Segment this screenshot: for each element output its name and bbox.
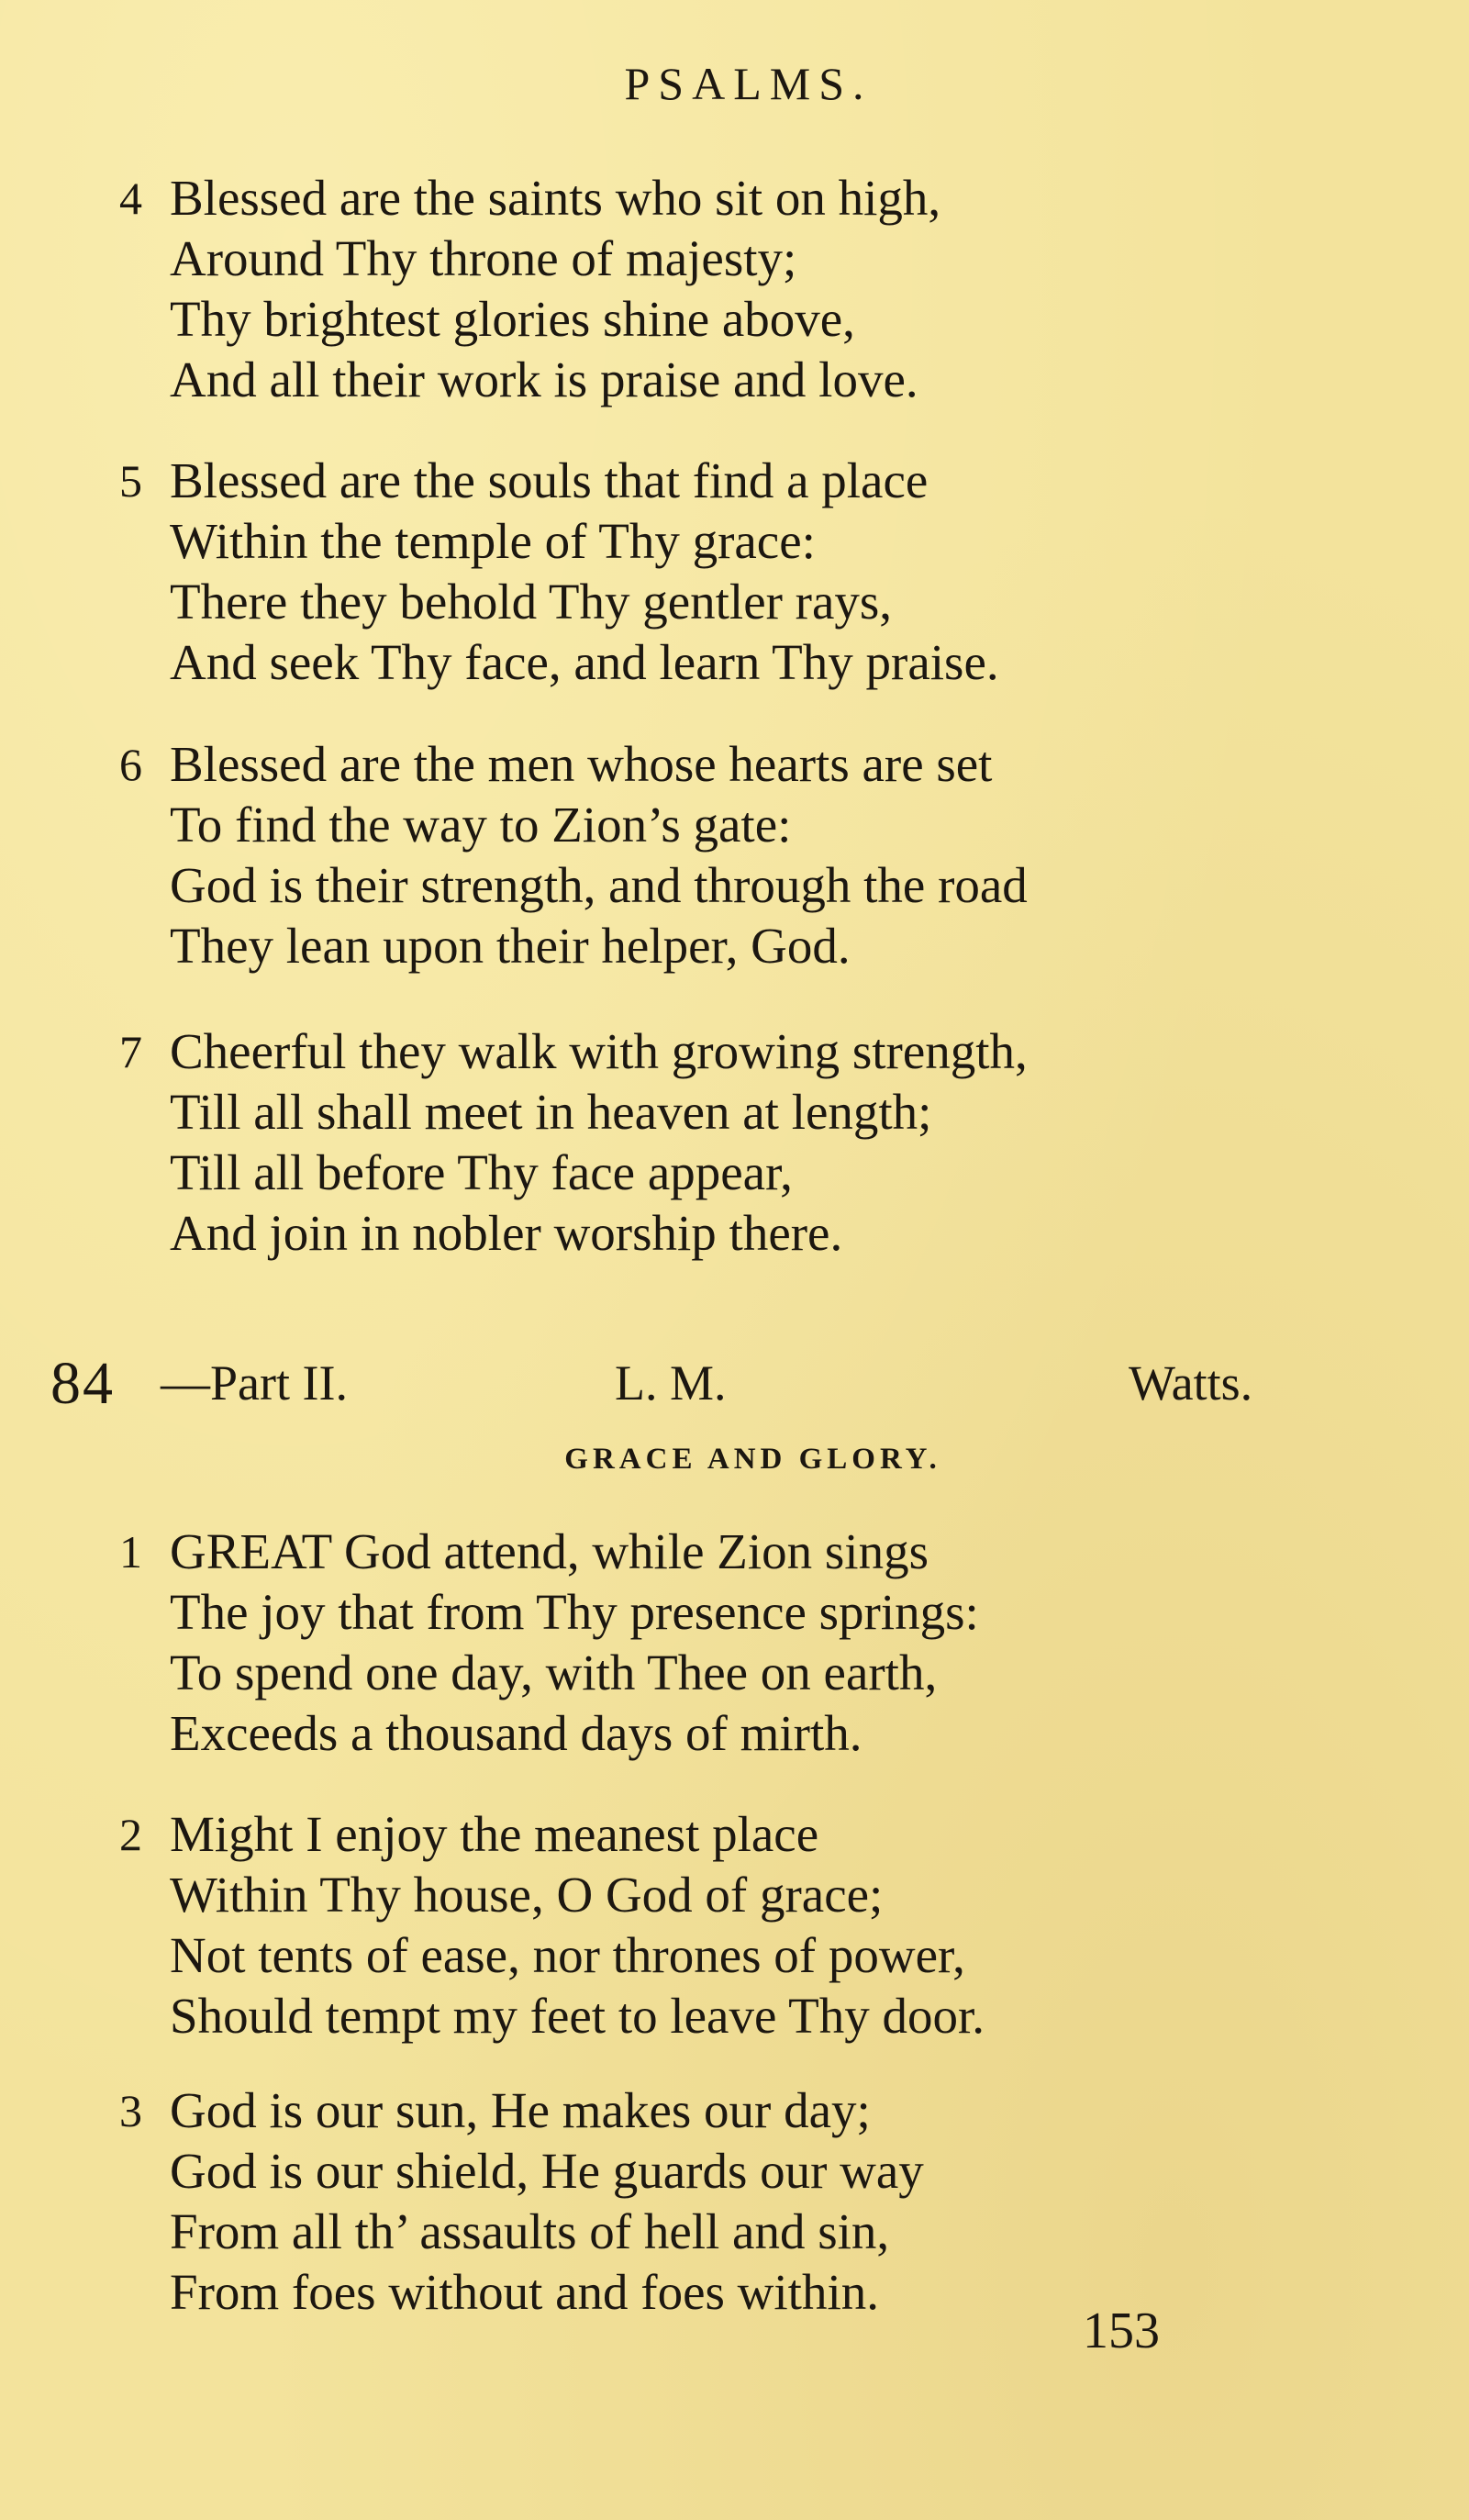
stanza-line: God is their strength, and through the road (170, 857, 1028, 913)
stanza-line: Not tents of ease, nor thrones of power, (170, 1927, 965, 1983)
stanza-number: 3 (119, 2085, 142, 2136)
stanza-line: Should tempt my feet to leave Thy door. (170, 1988, 985, 2044)
stanza-line: 2 Might I enjoy the meanest place (119, 1804, 1330, 1865)
stanza-line: Thy brightest glories shine above, (170, 291, 855, 347)
stanza-5 (119, 451, 1330, 693)
stanza-line: And seek Thy face, and learn Thy praise. (170, 634, 999, 690)
stanza-line: Within Thy house, O God of grace; (170, 1867, 884, 1923)
stanza-line: 4 Blessed are the saints who sit on high, (119, 168, 1330, 229)
hymn-author: Watts. (1129, 1355, 1253, 1411)
stanza-line: And all their work is praise and love. (170, 351, 918, 407)
stanza-6 (119, 734, 1330, 976)
stanza-line: To spend one day, with Thee on earth, (170, 1645, 938, 1700)
stanza-line: From all th’ assaults of hell and sin, (170, 2203, 890, 2259)
hymn-stanza-2 (119, 1804, 1330, 2046)
stanza-4 (119, 168, 1330, 410)
stanza-line: Exceeds a thousand days of mirth. (170, 1705, 862, 1761)
stanza-number: 4 (119, 173, 142, 224)
stanza-line: 3 God is our sun, He makes our day; (119, 2080, 1330, 2141)
stanza-line: They lean upon their helper, God. (170, 918, 851, 974)
stanza-number: 2 (119, 1809, 142, 1860)
stanza-number: 7 (119, 1026, 142, 1077)
stanza-7 (119, 1021, 1330, 1264)
stanza-line: There they behold Thy gentler rays, (170, 574, 893, 630)
hymn-number: 84 (50, 1350, 115, 1417)
stanza-number: 1 (119, 1526, 142, 1578)
stanza-line: And join in nobler worship there. (170, 1205, 843, 1261)
stanza-line: Around Thy throne of majesty; (170, 230, 797, 286)
stanza-line: The joy that from Thy presence springs: (170, 1584, 979, 1640)
hymn-heading (50, 1349, 1317, 1422)
stanza-line: Till all shall meet in heaven at length; (170, 1084, 932, 1140)
hymn-stanza-1 (119, 1522, 1330, 1764)
hymn-meter: L. M. (615, 1355, 727, 1411)
stanza-line: 1 GREAT God attend, while Zion sings (119, 1522, 1330, 1582)
stanza-line: From foes without and foes within. (170, 2264, 879, 2320)
stanza-line: To find the way to Zion’s gate: (170, 797, 792, 853)
stanza-number: 6 (119, 739, 142, 790)
stanza-line: 5 Blessed are the souls that find a place (119, 451, 1330, 511)
stanza-line: God is our shield, He guards our way (170, 2143, 924, 2199)
stanza-line: 7 Cheerful they walk with growing strength, (119, 1021, 1330, 1082)
running-head: PSALMS. (624, 58, 873, 109)
hymn-part: —Part II. (161, 1355, 348, 1411)
page-number: 153 (1083, 2303, 1160, 2359)
stanza-line: 6 Blessed are the men whose hearts are set (119, 734, 1330, 795)
hymn-subtitle: GRACE AND GLORY. (564, 1443, 941, 1476)
stanza-line: Till all before Thy face appear, (170, 1144, 793, 1200)
stanza-number: 5 (119, 455, 142, 507)
hymn-stanza-3 (119, 2080, 1330, 2323)
stanza-line: Within the temple of Thy grace: (170, 513, 816, 569)
